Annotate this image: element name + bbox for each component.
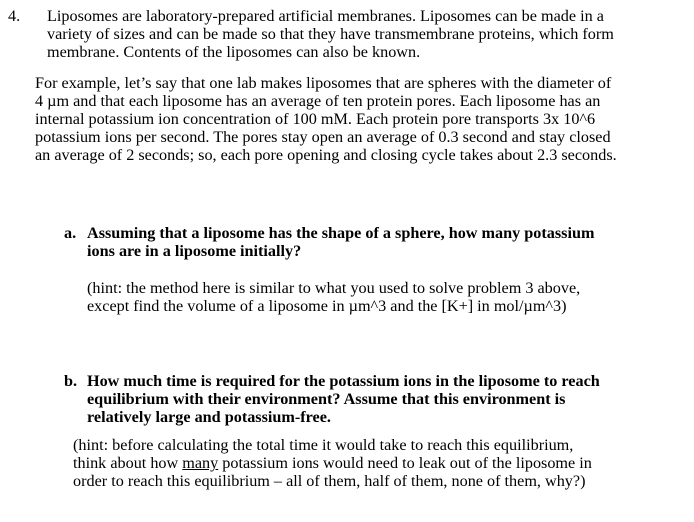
- part-a-hint: [87, 279, 687, 315]
- part-b-hint-line: [73, 454, 683, 472]
- intro-line: Liposomes are laboratory-prepared artificial membranes. Liposomes can be made in a: [47, 7, 604, 25]
- part-a-question: [87, 224, 647, 260]
- hint-text: potassium ions would need to leak out of the liposome in: [218, 454, 592, 472]
- example-line: For example, let’s say that one lab makes liposomes that are spheres with the diameter of: [35, 74, 612, 92]
- underlined-word: many: [182, 454, 219, 472]
- example-line: 4 µm and that each liposome has an average of ten protein pores. Each liposome has an: [35, 92, 601, 110]
- part-b-question-line: equilibrium with their environment? Assume that this environment is: [87, 390, 566, 408]
- part-b-hint-line: order to reach this equilibrium – all of them, half of them, none of them, why?): [73, 472, 586, 490]
- example-line: potassium ions per second. The pores stay open an average of 0.3 second and stay closed: [35, 128, 611, 146]
- example-line: an average of 2 seconds; so, each pore opening and closing cycle takes about 2.3 seconds.: [35, 146, 617, 164]
- part-a-question-line: ions are in a liposome initially?: [87, 242, 302, 260]
- part-a-question-line: Assuming that a liposome has the shape of a sphere, how many potassium: [87, 224, 595, 242]
- part-b-question-line: How much time is required for the potassium ions in the liposome to reach: [87, 372, 600, 390]
- question-number: 4.: [8, 7, 21, 25]
- part-a-hint-line: except find the volume of a liposome in µm^3 and the [K+] in mol/µm^3): [87, 297, 567, 315]
- example-line: internal potassium ion concentration of 100 mM. Each protein pore transports 3x 10^6: [35, 110, 596, 128]
- example-paragraph: [35, 74, 685, 164]
- part-b-question-line: relatively large and potassium-free.: [87, 408, 331, 426]
- question-intro: [47, 7, 687, 61]
- part-a-hint-line: (hint: the method here is similar to what you used to solve problem 3 above,: [87, 279, 581, 297]
- hint-text: think about how: [73, 454, 183, 472]
- part-b-hint-line: (hint: before calculating the total time it would take to reach this equilibrium,: [73, 436, 574, 454]
- part-b-question: [87, 372, 647, 426]
- part-b-hint: [73, 436, 683, 490]
- part-b-letter: b.: [64, 372, 78, 390]
- part-a-letter: a.: [64, 224, 77, 242]
- intro-line: variety of sizes and can be made so that they have transmembrane proteins, which form: [47, 25, 614, 43]
- intro-line: membrane. Contents of the liposomes can also be known.: [47, 43, 421, 61]
